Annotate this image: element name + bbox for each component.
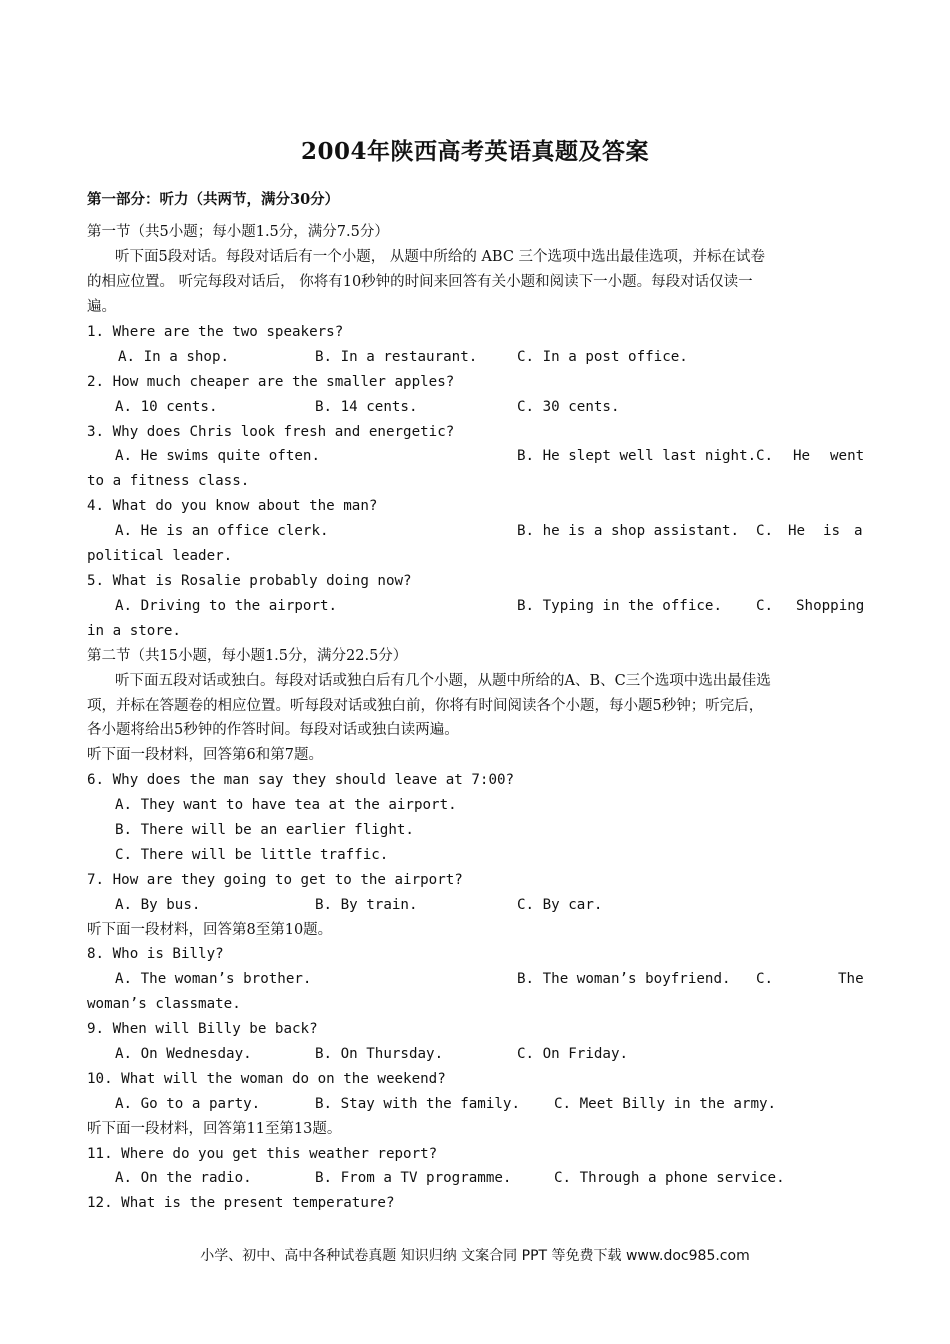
question-2-option-c: C. 30 cents. bbox=[517, 399, 620, 415]
question-9-option-c: C. On Friday. bbox=[517, 1046, 629, 1062]
question-4-option-c-word2: is bbox=[823, 523, 841, 539]
question-3-option-c-label: C. bbox=[756, 448, 774, 464]
question-3-option-c-continued: to a fitness class. bbox=[87, 473, 250, 489]
question-10-stem: 10. What will the woman do on the weekend? bbox=[87, 1071, 446, 1087]
question-3-option-c-word2: went bbox=[830, 448, 865, 464]
section2-heading: 第二节（共15小题，每小题1.5分，满分22.5分） bbox=[87, 648, 408, 664]
material-3-note: 听下面一段材料，回答第11至第13题。 bbox=[87, 1121, 342, 1137]
question-9-stem: 9. When will Billy be back? bbox=[87, 1021, 318, 1037]
question-3-option-b: B. He slept well last night. bbox=[517, 448, 757, 464]
question-8-option-c-label: C. bbox=[756, 971, 774, 987]
question-1-option-c: C. In a post office. bbox=[517, 349, 688, 365]
question-9-option-b: B. On Thursday. bbox=[315, 1046, 444, 1062]
question-4-stem: 4. What do you know about the man? bbox=[87, 498, 378, 514]
part1-heading: 第一部分：听力（共两节，满分30分） bbox=[87, 191, 340, 208]
question-4-option-c-label: C. bbox=[756, 523, 774, 539]
question-1-option-a: A. In a shop. bbox=[118, 349, 230, 365]
question-6-option-a: A. They want to have tea at the airport. bbox=[115, 797, 457, 813]
question-9-option-a: A. On Wednesday. bbox=[115, 1046, 252, 1062]
question-3-stem: 3. Why does Chris look fresh and energetic? bbox=[87, 424, 455, 440]
section1-instruction-line3: 遍。 bbox=[87, 299, 116, 315]
material-2-note: 听下面一段材料，回答第8至第10题。 bbox=[87, 922, 333, 938]
question-5-option-c-label: C. bbox=[756, 598, 774, 614]
section1-instruction-line1: 听下面5段对话。每段对话后有一个小题， 从题中所给的 ABC 三个选项中选出最佳选项，并标在试卷 bbox=[115, 249, 766, 265]
question-6-stem: 6. Why does the man say they should leave at 7:00? bbox=[87, 772, 515, 788]
question-5-option-c-word1: Shopping bbox=[796, 598, 865, 614]
question-4-option-a: A. He is an office clerk. bbox=[115, 523, 329, 539]
question-7-stem: 7. How are they going to get to the airport? bbox=[87, 872, 463, 888]
page-title: 2004年陕西高考英语真题及答案 bbox=[300, 138, 649, 165]
question-3-option-c-word1: He bbox=[793, 448, 811, 464]
question-11-option-a: A. On the radio. bbox=[115, 1170, 252, 1186]
question-10-option-c: C. Meet Billy in the army. bbox=[554, 1096, 777, 1112]
question-4-option-c-word1: He bbox=[788, 523, 806, 539]
question-8-option-b: B. The woman’s boyfriend. bbox=[517, 971, 731, 987]
question-4-option-c-continued: political leader. bbox=[87, 548, 233, 564]
question-10-option-a: A. Go to a party. bbox=[115, 1096, 261, 1112]
section1-heading: 第一节（共5小题；每小题1.5分，满分7.5分） bbox=[87, 224, 389, 240]
question-7-option-b: B. By train. bbox=[315, 897, 418, 913]
question-7-option-c: C. By car. bbox=[517, 897, 603, 913]
section2-instruction-line2: 项，并标在答题卷的相应位置。听每段对话或独白前，你将有时间阅读各个小题，每小题5秒钟；听完后， bbox=[87, 698, 764, 714]
question-6-option-c: C. There will be little traffic. bbox=[115, 847, 389, 863]
question-8-option-a: A. The woman’s brother. bbox=[115, 971, 312, 987]
page-footer: 小学、初中、高中各种试卷真题 知识归纳 文案合同 PPT 等免费下载 www.doc985.com bbox=[200, 1248, 750, 1264]
question-1-option-b: B. In a restaurant. bbox=[315, 349, 478, 365]
question-12-stem: 12. What is the present temperature? bbox=[87, 1195, 395, 1211]
question-5-option-a: A. Driving to the airport. bbox=[115, 598, 338, 614]
question-11-option-c: C. Through a phone service. bbox=[554, 1170, 785, 1186]
question-2-option-b: B. 14 cents. bbox=[315, 399, 418, 415]
question-6-option-b: B. There will be an earlier flight. bbox=[115, 822, 414, 838]
question-11-option-b: B. From a TV programme. bbox=[315, 1170, 512, 1186]
question-11-stem: 11. Where do you get this weather report? bbox=[87, 1146, 438, 1162]
question-8-stem: 8. Who is Billy? bbox=[87, 946, 224, 962]
material-1-note: 听下面一段材料，回答第6和第7题。 bbox=[87, 747, 323, 763]
question-10-option-b: B. Stay with the family. bbox=[315, 1096, 520, 1112]
question-8-option-c-continued: woman’s classmate. bbox=[87, 996, 241, 1012]
question-2-option-a: A. 10 cents. bbox=[115, 399, 218, 415]
question-5-option-c-continued: in a store. bbox=[87, 623, 181, 639]
question-2-stem: 2. How much cheaper are the smaller apples? bbox=[87, 374, 455, 390]
question-7-option-a: A. By bus. bbox=[115, 897, 201, 913]
question-8-option-c-word1: The bbox=[838, 971, 864, 987]
question-4-option-b: B. he is a shop assistant. bbox=[517, 523, 740, 539]
question-3-option-a: A. He swims quite often. bbox=[115, 448, 320, 464]
section1-instruction-line2: 的相应位置。 听完每段对话后， 你将有10秒钟的时间来回答有关小题和阅读下一小题。每段对话仅读一 bbox=[87, 274, 753, 290]
section2-instruction-line3: 各小题将给出5秒钟的作答时间。每段对话或独白读两遍。 bbox=[87, 722, 459, 738]
question-5-option-b: B. Typing in the office. bbox=[517, 598, 722, 614]
section2-instruction-line1: 听下面五段对话或独白。每段对话或独白后有几个小题，从题中所给的A、B、C三个选项中选出最佳选 bbox=[115, 673, 771, 689]
question-1-stem: 1. Where are the two speakers? bbox=[87, 324, 344, 340]
question-5-stem: 5. What is Rosalie probably doing now? bbox=[87, 573, 412, 589]
question-4-option-c-word3: a bbox=[854, 523, 863, 539]
